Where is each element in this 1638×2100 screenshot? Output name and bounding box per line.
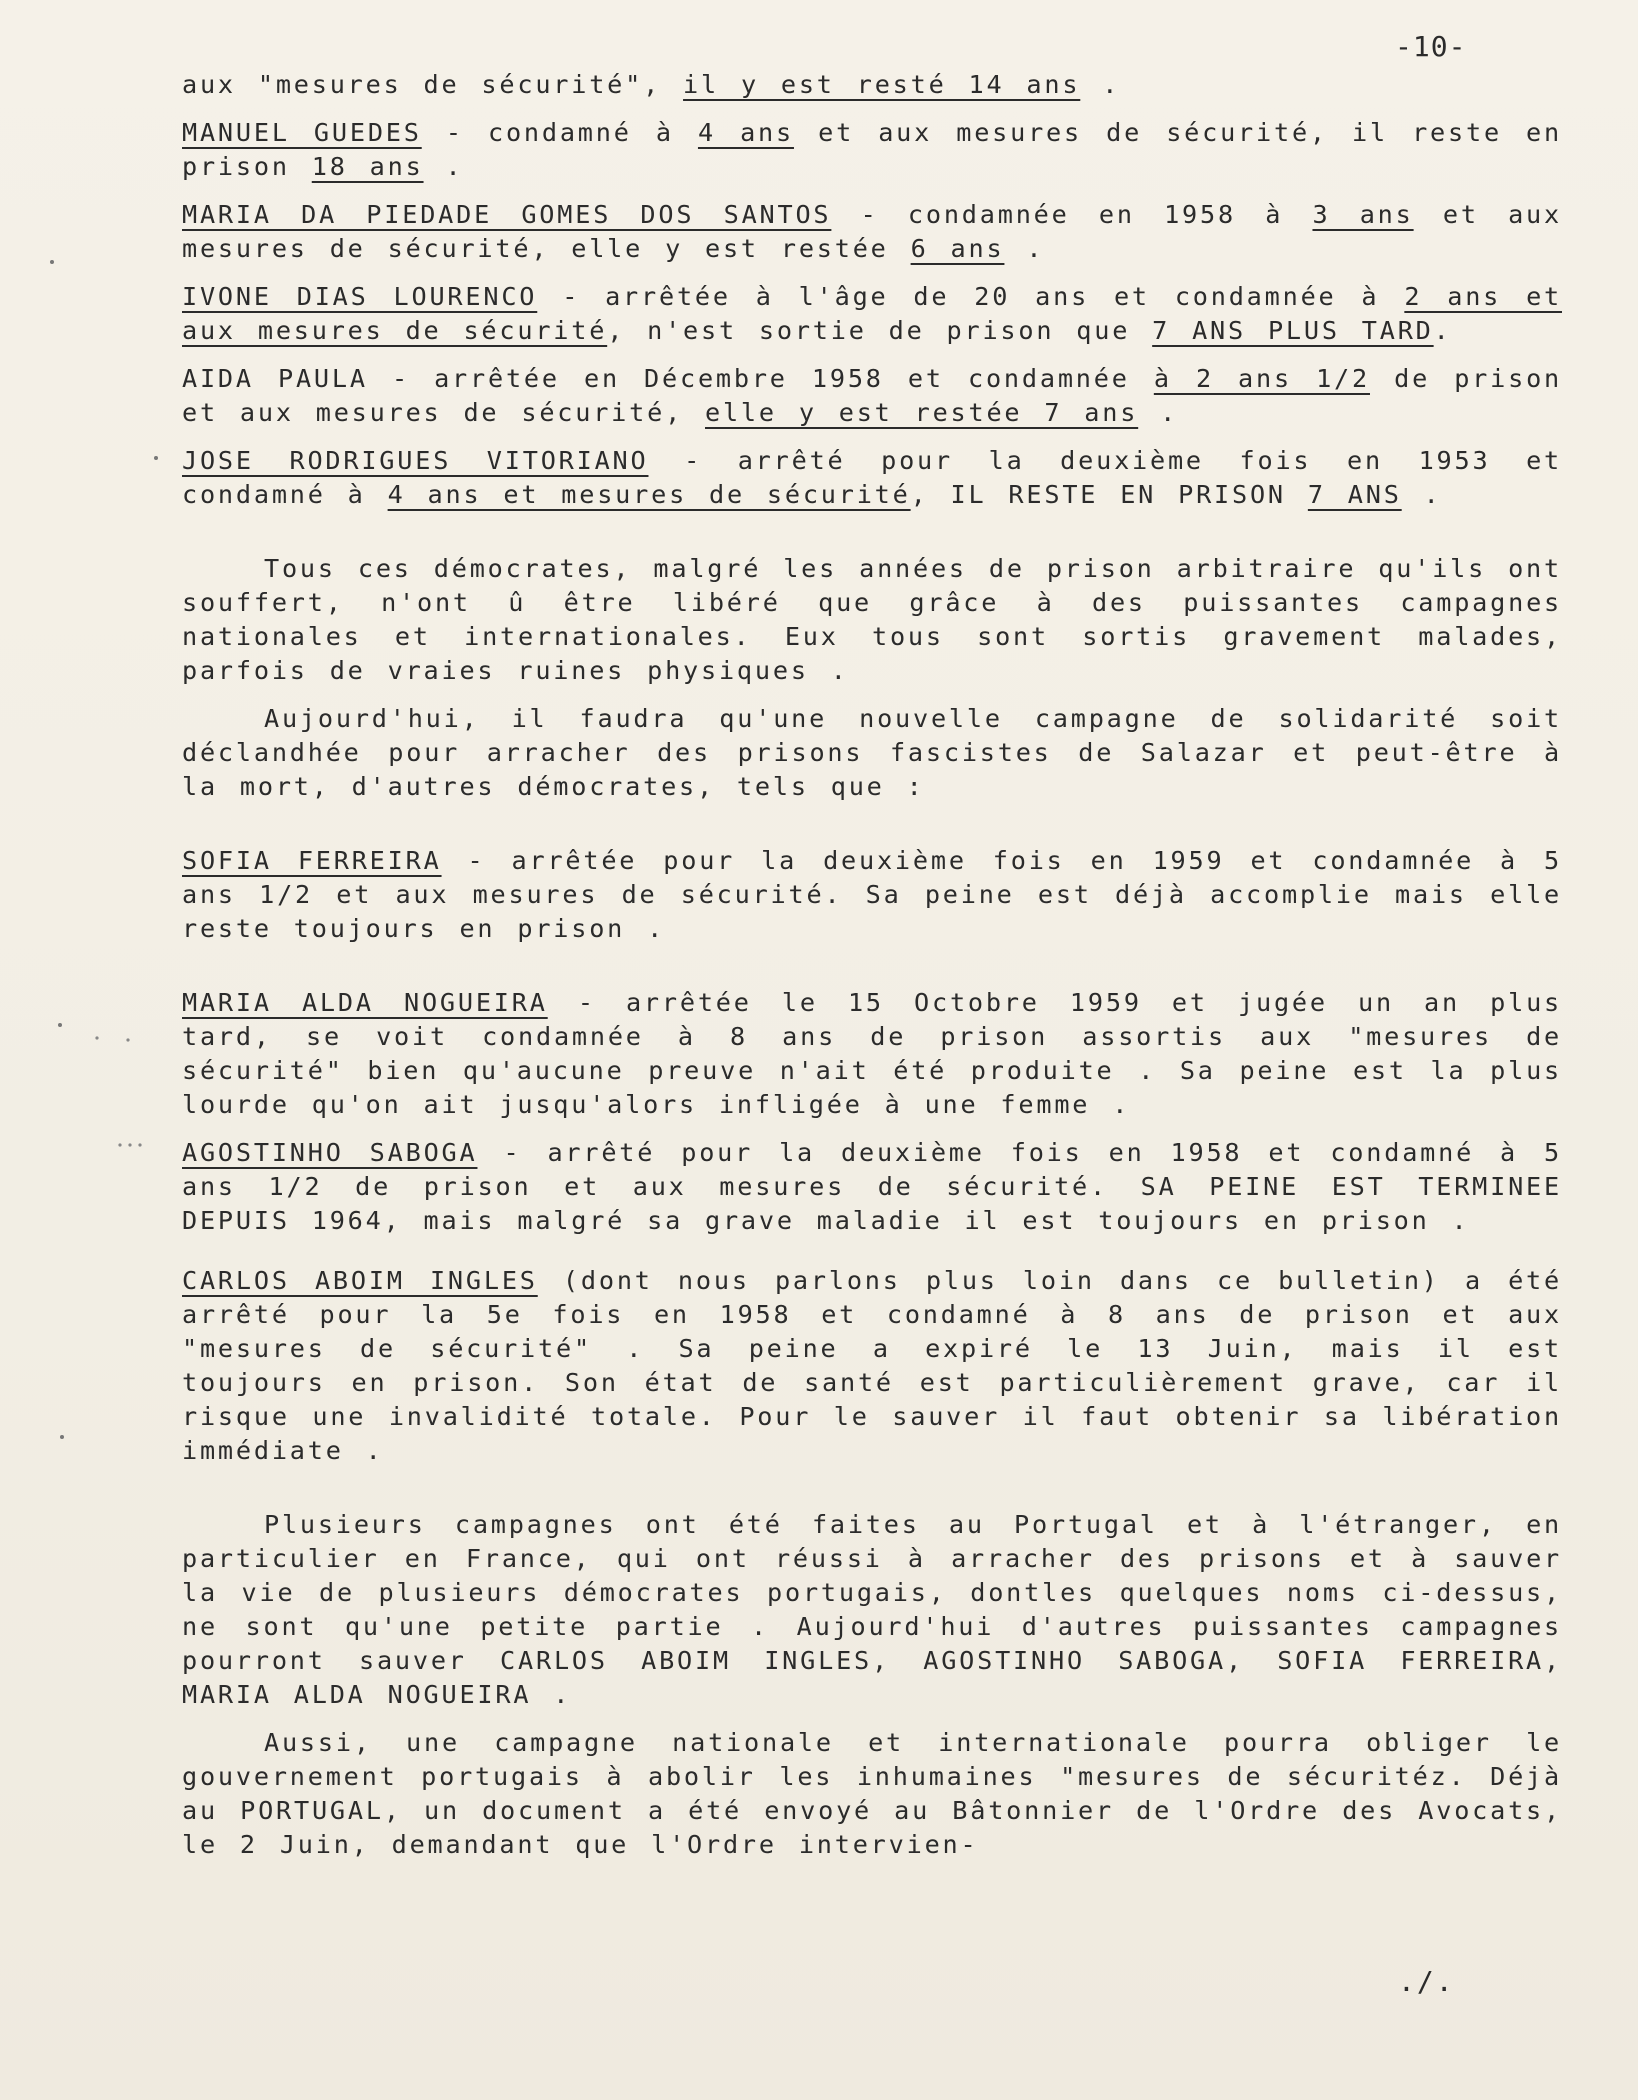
text-run: - arrêtée le 15 Octobre 1959 et jugée un an plus tard, se voit condamnée à 8 ans de prison assortis aux "mesures de sécurité" bien qu'aucune preuve n'ait été produite . Sa peine est la plus lourde qu'on ait jusqu'alors infligée à une femme . xyxy=(182,988,1562,1119)
underlined-text: 3 ans xyxy=(1312,200,1414,229)
paragraph xyxy=(182,844,1562,946)
paragraph xyxy=(182,986,1562,1122)
person-name: IVONE DIAS LOURENCO xyxy=(182,282,538,311)
text-run: - arrêtée pour la deuxième fois en 1959 et condamnée à 5 ans 1/2 et aux mesures de sécurité. Sa peine est déjà accomplie mais elle reste toujours en prison . xyxy=(182,846,1562,943)
person-name: MARIA DA PIEDADE GOMES DOS SANTOS xyxy=(182,200,832,229)
text-run: Tous ces démocrates, malgré les années de prison arbitraire qu'ils ont souffert, n'ont û être libéré que grâce à des puissantes campagnes nationales et internationales. Eux tous sont sortis gravement malades, parfois de vraies ruines physiques . xyxy=(182,554,1562,685)
underlined-text: elle y est restée 7 ans xyxy=(705,398,1139,427)
page-number: -10- xyxy=(1395,30,1467,63)
person-name: SOFIA FERREIRA xyxy=(182,846,442,875)
text-run: . xyxy=(1004,234,1045,263)
paragraph xyxy=(182,702,1562,804)
text-run: Aussi, une campagne nationale et internationale pourra obliger le gouvernement portugais à abolir les inhumaines "mesures de sécuritéz. Déjà au PORTUGAL, un document a été envoyé au Bâtonnier de l'Ordre des Avocats, le 2 Juin, demandant que l'Ordre intervien- xyxy=(182,1728,1562,1859)
paragraph xyxy=(182,1508,1562,1712)
paragraph xyxy=(182,280,1562,348)
underlined-text: 4 ans et mesures de sécurité xyxy=(387,480,911,509)
text-run: de prison et aux mesures de sécurité, xyxy=(182,364,1562,427)
underlined-text: 18 ans xyxy=(311,152,424,181)
text-run: - arrêtée à l'âge de 20 ans et condamnée à xyxy=(537,282,1405,311)
text-run: . xyxy=(1401,480,1442,509)
person-name: AGOSTINHO SABOGA xyxy=(182,1138,478,1167)
underlined-text: à 2 ans 1/2 xyxy=(1153,364,1370,393)
text-run: - arrêté pour la deuxième fois en 1953 et condamné à xyxy=(182,446,1562,509)
document-body xyxy=(182,68,1562,1862)
underlined-text: 6 ans xyxy=(910,234,1005,263)
paragraph xyxy=(182,552,1562,688)
underlined-text: 4 ans xyxy=(697,118,794,147)
paragraph xyxy=(182,198,1562,266)
underlined-text: 2 ans et aux mesures de sécurité xyxy=(182,282,1562,345)
text-run: et aux mesures de sécurité, elle y est restée xyxy=(182,200,1562,263)
paragraph xyxy=(182,362,1562,430)
text-run: - condamné à xyxy=(421,118,698,147)
person-name: MARIA ALDA NOGUEIRA xyxy=(182,988,548,1017)
text-run: , IL RESTE EN PRISON xyxy=(910,480,1308,509)
person-name: MANUEL GUEDES xyxy=(182,118,422,147)
text-run: , n'est sortie de prison que xyxy=(607,316,1153,345)
person-name: CARLOS ABOIM INGLES xyxy=(182,1266,538,1295)
paragraph xyxy=(182,1136,1562,1238)
person-name: JOSE RODRIGUES VITORIANO xyxy=(182,446,649,475)
text-run: - condamnée en 1958 à xyxy=(831,200,1313,229)
underlined-text: il y est resté 14 ans xyxy=(683,70,1081,99)
text-run: et aux mesures de sécurité, il reste en prison xyxy=(182,118,1562,181)
text-run: . xyxy=(1138,398,1179,427)
text-run: aux "mesures de sécurité", xyxy=(182,70,684,99)
paragraph xyxy=(182,1726,1562,1862)
text-run: AIDA PAULA - arrêtée en Décembre 1958 et condamnée xyxy=(182,364,1154,393)
text-run: - arrêté pour la deuxième fois en 1958 et condamné à 5 ans 1/2 de prison et aux mesures de sécurité. SA PEINE EST TERMINEE DEPUIS 1964, mais malgré sa grave maladie il est toujours en prison . xyxy=(182,1138,1562,1235)
underlined-text: 7 ANS xyxy=(1307,480,1402,509)
text-run: . xyxy=(423,152,464,181)
paragraph xyxy=(182,116,1562,184)
paragraph xyxy=(182,444,1562,512)
text-run: Aujourd'hui, il faudra qu'une nouvelle campagne de solidarité soit déclandhée pour arracher des prisons fascistes de Salazar et peut-être à la mort, d'autres démocrates, tels que : xyxy=(182,704,1562,801)
paragraph xyxy=(182,68,1562,102)
paragraph xyxy=(182,1264,1562,1468)
underlined-text: 7 ANS PLUS TARD xyxy=(1152,316,1434,345)
text-run: (dont nous parlons plus loin dans ce bulletin) a été arrêté pour la 5e fois en 1958 et condamné à 8 ans de prison et aux "mesures de sécurité" . Sa peine a expiré le 13 Juin, mais il est toujours en prison. Son état de santé est particulièrement grave, car il risque une invalidité totale. Pour le sauver il faut obtenir sa libération immédiate . xyxy=(182,1266,1562,1465)
text-run: Plusieurs campagnes ont été faites au Portugal et à l'étranger, en particulier en France, qui ont réussi à arracher des prisons et à sauver la vie de plusieurs démocrates portugais, dontles quelques noms ci-dessus, ne sont qu'une petite partie . Aujourd'hui d'autres puissantes campagnes pourront sauver CARLOS ABOIM INGLES, AGOSTINHO SABOGA, SOFIA FERREIRA, MARIA ALDA NOGUEIRA . xyxy=(182,1510,1562,1709)
text-run: . xyxy=(1433,316,1452,345)
text-run: . xyxy=(1080,70,1121,99)
continuation-mark: ./. xyxy=(1398,1965,1455,1998)
